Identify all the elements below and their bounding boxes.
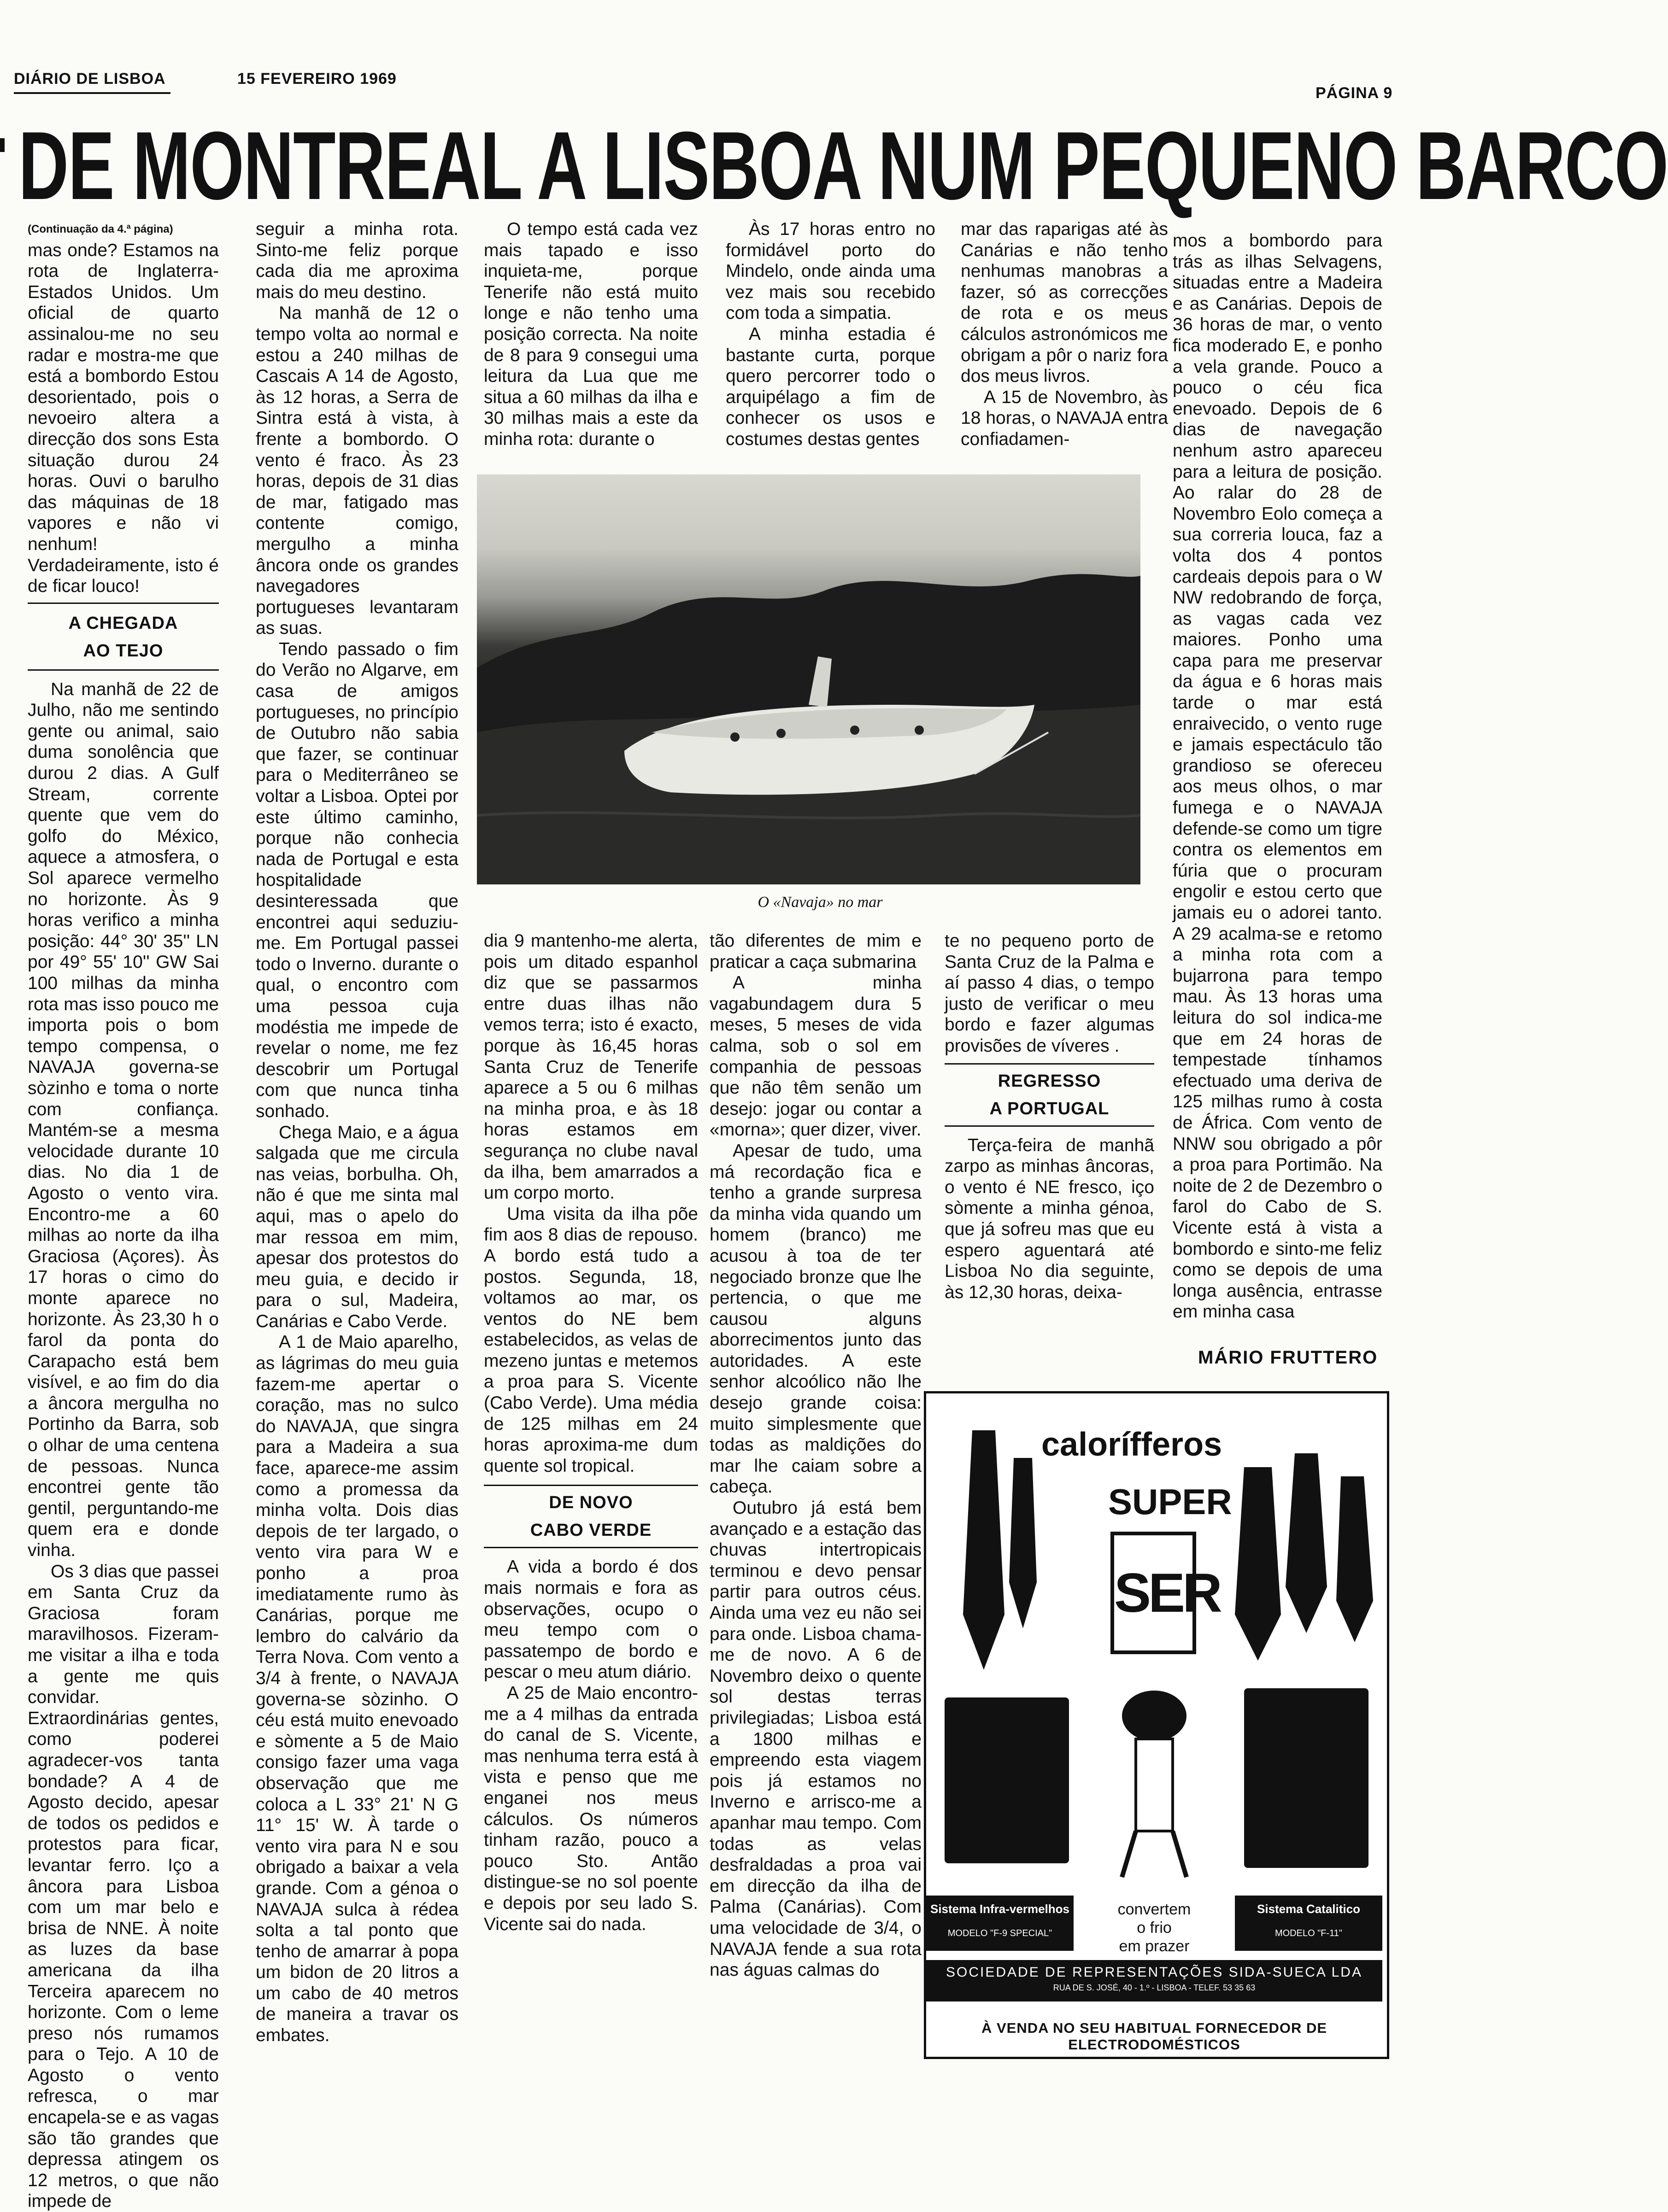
boat-photo [477, 474, 1140, 884]
ad-heater-right-icon [1244, 1688, 1368, 1868]
ad-left-band [926, 1896, 1074, 1951]
paragraph: Às 17 horas entro no formidável porto do Mindelo, onde ainda uma vez mais sou recebido com toda a simpatia. [726, 219, 935, 323]
ad-company: SOCIEDADE DE REPRESENTAÇÕES SIDA-SUECA LDA [946, 1965, 1363, 1980]
column-divider [945, 1125, 1154, 1127]
paragraph: A 25 de Maio encontro-me a 4 milhas da entrada do canal de S. Vicente, mas nenhuma terra está à vista e penso que me enganei nos meus cálculos. Os números tinham razão, pouco a pouco Sto. Antão distingue-se no sol poente e depois por seu lado S. Vicente sai do nada. [484, 1683, 698, 1934]
page-number: PÁGINA 9 [1316, 84, 1393, 102]
ad-decoration-right [1226, 1421, 1378, 1679]
boat-photo-image [477, 474, 1140, 884]
paragraph: Uma visita da ilha põe fim aos 8 dias de repouso. A bordo está tudo a postos. Segunda, 18, voltamos ao mar, os ventos do NE bem estabelecidos, as velas de mezeno juntas e metemos a proa para S. Vicente (Cabo Verde). Uma média de 125 milhas em 24 horas aproxima-me dum quente sol tropical. [484, 1204, 698, 1476]
paper-name: DIÁRIO DE LISBOA [14, 70, 166, 88]
ad-company-band [926, 1960, 1382, 2001]
paragraph: Terça-feira de manhã zarpo as minhas âncoras, o vento é NE fresco, iço sòmente a minha génoa, que já sofreu mas que eu espero aguentará até Lisboa No dia seguinte, às 12,30 horas, deixa- [945, 1135, 1154, 1302]
article-column-6 [1173, 230, 1382, 1354]
ad-heater-left-icon [945, 1697, 1069, 1863]
ad-slogan-line: em prazer [1119, 1937, 1190, 1955]
subhead-regresso: REGRESSO [998, 1071, 1101, 1091]
paragraph: Chega Maio, e a água salgada que me circula nas veias, borbulha. Oh, não é que me sinta mal aqui, mas o apelo do mar ressoa em mim, apesar dos protestos do meu guia, e decido ir para o sul, Madeira, Canárias e Cabo Verde. [256, 1122, 458, 1331]
ad-right-model: MODELO "F-11" [1274, 1928, 1343, 1938]
article-column-1 [28, 219, 219, 2212]
paragraph: mas onde? Estamos na rota de Inglaterra-Estados Unidos. Um oficial de quarto assinalou-me no seu radar e mostra-me que está a bombordo Estou desorientado, pois o nevoeiro altera a direcção dos sons Esta situação durou 24 horas. Ouvi o barulho das máquinas de 18 vapores e não vi nenhum! Verdadeiramente, isto é de ficar louco! [28, 240, 219, 597]
subhead-a-portugal: A PORTUGAL [989, 1099, 1110, 1118]
author-byline: MÁRIO FRUTTERO [1198, 1347, 1378, 1368]
headline-bullet [0, 138, 5, 152]
paragraph: Outubro já está bem avançado e a estação das chuvas intertropicais terminou e devo pensar partir para outros céus. Ainda uma vez eu não sei para onde. Lisboa chama-me de novo. A 6 de Novembro deixo o quente sol destas terras privilegiadas; Lisboa está a 1800 milhas e empreendo esta viagem pois já estamos no Inverno e arrisco-me a apanhar mau tempo. Com todas as velas desfraldadas a proa vai em direcção da ilha de Palma (Canárias). Com uma velocidade de 3/4, o NAVAJA fende a sua rota nas águas calmas do [710, 1498, 922, 1980]
paragraph: tão diferentes de mim e praticar a caça submarina [710, 931, 922, 972]
ad-slogan-line: o frio [1137, 1919, 1172, 1937]
column-divider [945, 1063, 1154, 1065]
paragraph: dia 9 mantenho-me alerta, pois um ditado espanhol diz que se passarmos entre duas ilhas não vemos terra; isto é exacto, porque às 16,45 horas Santa Cruz de Tenerife aparece a 5 ou 6 milhas na minha proa, e às 18 horas estamos em segurança no clube naval da ilha, bem amarrados a um corpo morto. [484, 931, 698, 1203]
ad-address: RUA DE S. JOSÉ, 40 - 1.º - LISBOA - TELEF. 53 35 63 [1053, 1983, 1256, 1992]
photo-caption: O «Navaja» no mar [758, 894, 883, 911]
paragraph: Apesar de tudo, uma má recordação fica e tenho a grande surpresa da minha vida quando um homem (branco) me acusou à toa de ter negociado bronze que lhe pertencia, o que me causou alguns aborrecimentos junto das autoridades. A este senhor alcoólico não lhe desejo grande coisa: muito simplesmente que todas as maldições do mar lhe caiam sobre a cabeça. [710, 1141, 922, 1497]
article-column-5-bottom [945, 930, 1154, 1363]
column-divider [28, 669, 219, 671]
paragraph: seguir a minha rota. Sinto-me feliz porque cada dia me aproxima mais do meu destino. [256, 219, 458, 302]
ad-logo-box [1110, 1532, 1220, 1654]
column-divider [484, 1547, 698, 1548]
subhead-de-novo: DE NOVO [549, 1493, 633, 1513]
paragraph: A minha estadia é bastante curta, porque quero percorrer todo o arquipélago a fim de conhecer os usos e costumes destas gentes [726, 324, 935, 449]
headline: DE MONTREAL A LISBOA NUM PEQUENO BARCO [18, 111, 1668, 220]
ad-right-band [1235, 1896, 1382, 1951]
ad-footer: À VENDA NO SEU HABITUAL FORNECEDOR DE ELECTRODOMÉSTICOS [981, 2020, 1327, 2053]
ad-decoration-left [945, 1430, 1037, 1679]
article-column-5-top [961, 219, 1168, 470]
column-divider [484, 1485, 698, 1486]
subhead-ao-tejo: AO TEJO [83, 641, 164, 661]
article-column-2 [256, 219, 458, 2046]
article-column-4-bottom [710, 930, 922, 2045]
ad-logo: SER [1114, 1562, 1220, 1624]
ad-left-label: Sistema Infra-vermelhos [930, 1902, 1069, 1916]
continuation-note: (Continuação da 4.ª página) [28, 223, 173, 235]
paragraph: te no pequeno porto de Santa Cruz de la Palma e aí passo 4 dias, o tempo justo de verificar o meu bordo e fazer algumas provisões de víveres . [945, 931, 1154, 1056]
ad-brand: calorífferos [1041, 1426, 1222, 1463]
paragraph: A minha vagabundagem dura 5 meses, 5 meses de vida calma, sob o sol em companhia de pessoas que não têm senão um desejo: jogar ou contar a «morna»; quer dizer, viver. [710, 973, 922, 1140]
article-column-3-bottom [484, 930, 698, 2045]
ad-super: SUPER [1108, 1481, 1232, 1522]
ad-right-label: Sistema Catalitico [1257, 1902, 1360, 1916]
paragraph: Na manhã de 22 de Julho, não me sentindo gente ou animal, saio duma sonolência que durou 2 dias. A Gulf Stream, corrente quente que vem do golfo do México, aquece a atmosfera, o Sol aparece vermelho no horizonte. Às 9 horas verifico a minha posição: 44° 30' 35'' LN por 49° 55' 10'' GW Sai 100 milhas da minha rota mas isso pouco me importa pois o bom tempo compensa, o NAVAJA governa-se sòzinho e toma o norte com confiança. Mantém-se a mesma velocidade durante 10 dias. No dia 1 de Agosto o vento vira. Encontro-me a 60 milhas ao norte da ilha Graciosa (Açores). Às 17 horas o cimo do monte aparece no horizonte. Às 23,30 h o farol da ponta do Carapacho está bem visível, e ao fim do dia a âncora mergulha no Portinho da Barra, sob o olhar de uma centena de pessoas. Nunca encontrei gente tão gentil, perguntando-me quem era e donde vinha. [28, 679, 219, 1561]
paragraph: A 1 de Maio aparelho, as lágrimas do meu guia fazem-me apertar o coração, mas no sulco do NAVAJA, que singra para a Madeira a sua face, aparece-me assim como a promessa da minha volta. Dois dias depois de ter largado, o vento vira para W e ponho a proa imediatamente rumo às Canárias, porque me lembro do calvário da Terra Nova. Com vento a 3/4 à frente, o NAVAJA governa-se sòzinho. O céu está muito enevoado e sòmente a 5 de Maio consigo fazer uma vaga observação que me coloca a L 33° 21' N G 11° 15' W. À tarde o vento vira para N e sou obrigado a baixar a vela grande. Com a génoa o NAVAJA sulca à rédea solta a tal ponto que tenho de amarrar à popa um bidon de 20 litros a um cabo de 40 metros de maneira a travar os embates. [256, 1332, 458, 2046]
paragraph: A vida a bordo é dos mais normais e fora as observações, ocupo o meu tempo com o passatempo de bordo e pescar o meu atum diário. [484, 1557, 698, 1682]
subhead-a-chegada: A CHEGADA [68, 613, 178, 633]
paragraph: A 15 de Novembro, às 18 horas, o NAVAJA entra confiadamen- [961, 387, 1168, 449]
paragraph: Tendo passado o fim do Verão no Algarve, em casa de amigos portugueses, no princípio de Outubro não sabia que fazer, se continuar para o Mediterrâneo se voltar a Lisboa. Optei por este último caminho, porque não conhecia nada de Portugal e esta hospitalidade desinteressada que encontrei aqui seduziu-me. Em Portugal passei todo o Inverno. durante o qual, o encontro com uma pessoa cuja modéstia me impede de revelar o nome, me fez descobrir um Portugal com que nunca tinha sonhado. [256, 639, 458, 1121]
article-column-3-top [484, 219, 698, 470]
paragraph: mos a bombordo para trás as ilhas Selvagens, situadas entre a Madeira e as Canárias. Depois de 36 horas de mar, o vento fica moderado E, e ponho a vela grande. Pouco a pouco o céu fica enevoado. Depois de 6 dias de navegação nenhum astro apareceu para a leitura de posição. Ao ralar do 28 de Novembro Eolo começa a sua correria louca, faz a volta dos 4 pontos cardeais depois para o W NW redobrando de força, as vagas cada vez maiores. Ponho uma capa para me preservar da água e 6 horas mais tarde o mar está enraivecido, o vento ruge e jamais espectáculo tão grandioso se ofereceu aos meus olhos, o mar fumega e o NAVAJA defende-se como um tigre contra os elementos em fúria que o procuram engolir e estou certo que jamais eu o adorei tanto. A 29 acalma-se e retomo a minha rota com a bujarrona para tempo mau. Às 13 horas uma leitura do sol indica-me que em 24 horas de tempestade tínhamos efectuado uma deriva de 125 milhas rumo à costa de África. Com vento de NNW sou obrigado a pôr a proa para Portimão. Na noite de 2 de Dezembro o farol do Cabo de S. Vicente está à vista a bombordo e sinto-me feliz como se depois de uma longa ausência, entrasse em minha casa [1173, 231, 1382, 1322]
ad-character-icon [1104, 1679, 1205, 1882]
calorifferos-advertisement [924, 1391, 1389, 2059]
paragraph: mar das raparigas até às Canárias e não tenho nenhumas manobras a fazer, só as correcções de rota e os meus cálculos astronómicos me obrigam a pôr o nariz fora dos meus livros. [961, 219, 1168, 386]
article-column-4-top [726, 219, 935, 470]
subhead-cabo-verde: CABO VERDE [530, 1521, 652, 1540]
paragraph: Na manhã de 12 o tempo volta ao normal e estou a 240 milhas de Cascais A 14 de Agosto, às 12 horas, a Serra de Sintra está à vista, à frente a bombordo. O vento é fraco. Às 23 horas, depois de 31 dias de mar, fatigado mas contente comigo, mergulho a minha âncora onde os grandes navegadores portugueses levantaram as suas. [256, 303, 458, 638]
ad-slogan-line: convertem [1117, 1901, 1191, 1918]
issue-date: 15 FEVEREIRO 1969 [237, 70, 397, 88]
ad-left-model: MODELO "F-9 SPECIAL" [947, 1928, 1052, 1938]
paragraph: O tempo está cada vez mais tapado e isso inquieta-me, porque Tenerife não está muito longe e não tenho uma posição correcta. Na noite de 8 para 9 consegui uma leitura da Lua que me situa a 60 milhas da ilha e 30 milhas mais a este da minha rota: durante o [484, 219, 698, 449]
column-divider [28, 603, 219, 604]
paragraph: Os 3 dias que passei em Santa Cruz da Graciosa foram maravilhosos. Fizeram-me visitar a ilha e toda a gente me quis convidar. Extraordinárias gentes, como poderei agradecer-vos tanta bondade? A 4 de Agosto decido, apesar de todos os pedidos e protestos para ficar, levantar ferro. Iço a âncora para Lisboa com um mar belo e brisa de NNE. À noite as luzes da base americana da ilha Terceira aparecem no horizonte. Com o leme preso nós rumamos para o Tejo. A 10 de Agosto o vento refresca, o mar encapela-se e as vagas são tão grandes que depressa atingem os 12 metros, o que não impede de [28, 1561, 219, 2212]
ad-center-slogan [1078, 1900, 1230, 1955]
header-rule [14, 92, 170, 94]
